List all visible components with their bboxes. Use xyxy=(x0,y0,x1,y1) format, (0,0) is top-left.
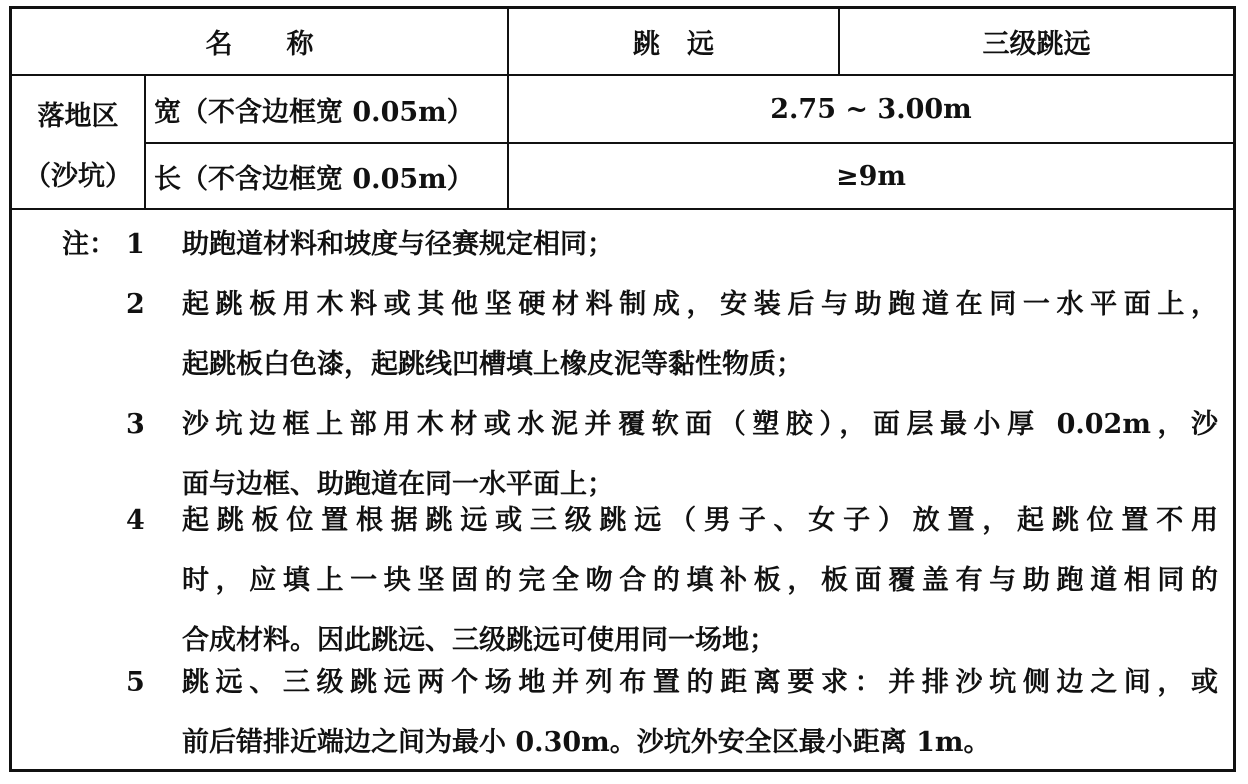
note-number: 2 xyxy=(126,289,145,320)
header-long-jump: 跳 远 xyxy=(633,29,714,60)
length-value: ≥9m xyxy=(836,160,906,192)
landing-area-label-line1: 落地区 xyxy=(37,100,119,132)
note-number: 5 xyxy=(126,667,145,698)
landing-area-label-line2: （沙坑） xyxy=(24,160,132,192)
note-line: 前后错排近端边之间为最小 0.30m。沙坑外安全区最小距离 1m。 xyxy=(182,727,991,758)
note-item-5 xyxy=(126,659,1218,779)
header-name: 名 称 xyxy=(205,29,314,60)
length-label: 长（不含边框宽 0.05m） xyxy=(154,163,474,195)
landing-area-divider xyxy=(144,74,146,210)
note-item-1 xyxy=(126,221,1218,281)
note-number: 3 xyxy=(126,409,145,440)
note-line: 面与边框、助跑道在同一水平面上； xyxy=(182,469,614,500)
note-line: 时，应填上一块坚固的完全吻合的填补板，板面覆盖有与助跑道相同的 xyxy=(182,565,1218,596)
width-value: 2.75 ~ 3.00m xyxy=(770,93,972,125)
note-line: 起跳板位置根据跳远或三级跳远（男子、女子）放置，起跳位置不用 xyxy=(182,505,1218,536)
note-line: 合成材料。因此跳远、三级跳远可使用同一场地； xyxy=(182,625,776,656)
note-item-4 xyxy=(126,497,1218,677)
note-number: 4 xyxy=(126,505,145,536)
table-bottom-rule xyxy=(9,208,1236,210)
note-line: 起跳板白色漆，起跳线凹槽填上橡皮泥等黏性物质； xyxy=(182,349,803,380)
notes-label: 注： xyxy=(62,229,116,260)
note-line: 沙坑边框上部用木材或水泥并覆软面（塑胶），面层最小厚 0.02m，沙 xyxy=(182,409,1218,440)
note-line: 助跑道材料和坡度与径赛规定相同； xyxy=(182,229,614,260)
header-triple-jump: 三级跳远 xyxy=(982,29,1091,60)
note-number: 1 xyxy=(126,229,145,260)
note-line: 起跳板用木料或其他坚硬材料制成，安装后与助跑道在同一水平面上， xyxy=(182,289,1218,320)
width-label: 宽（不含边框宽 0.05m） xyxy=(154,96,474,128)
note-line: 跳远、三级跳远两个场地并列布置的距离要求：并排沙坑侧边之间，或 xyxy=(182,667,1218,698)
note-item-2 xyxy=(126,281,1218,401)
